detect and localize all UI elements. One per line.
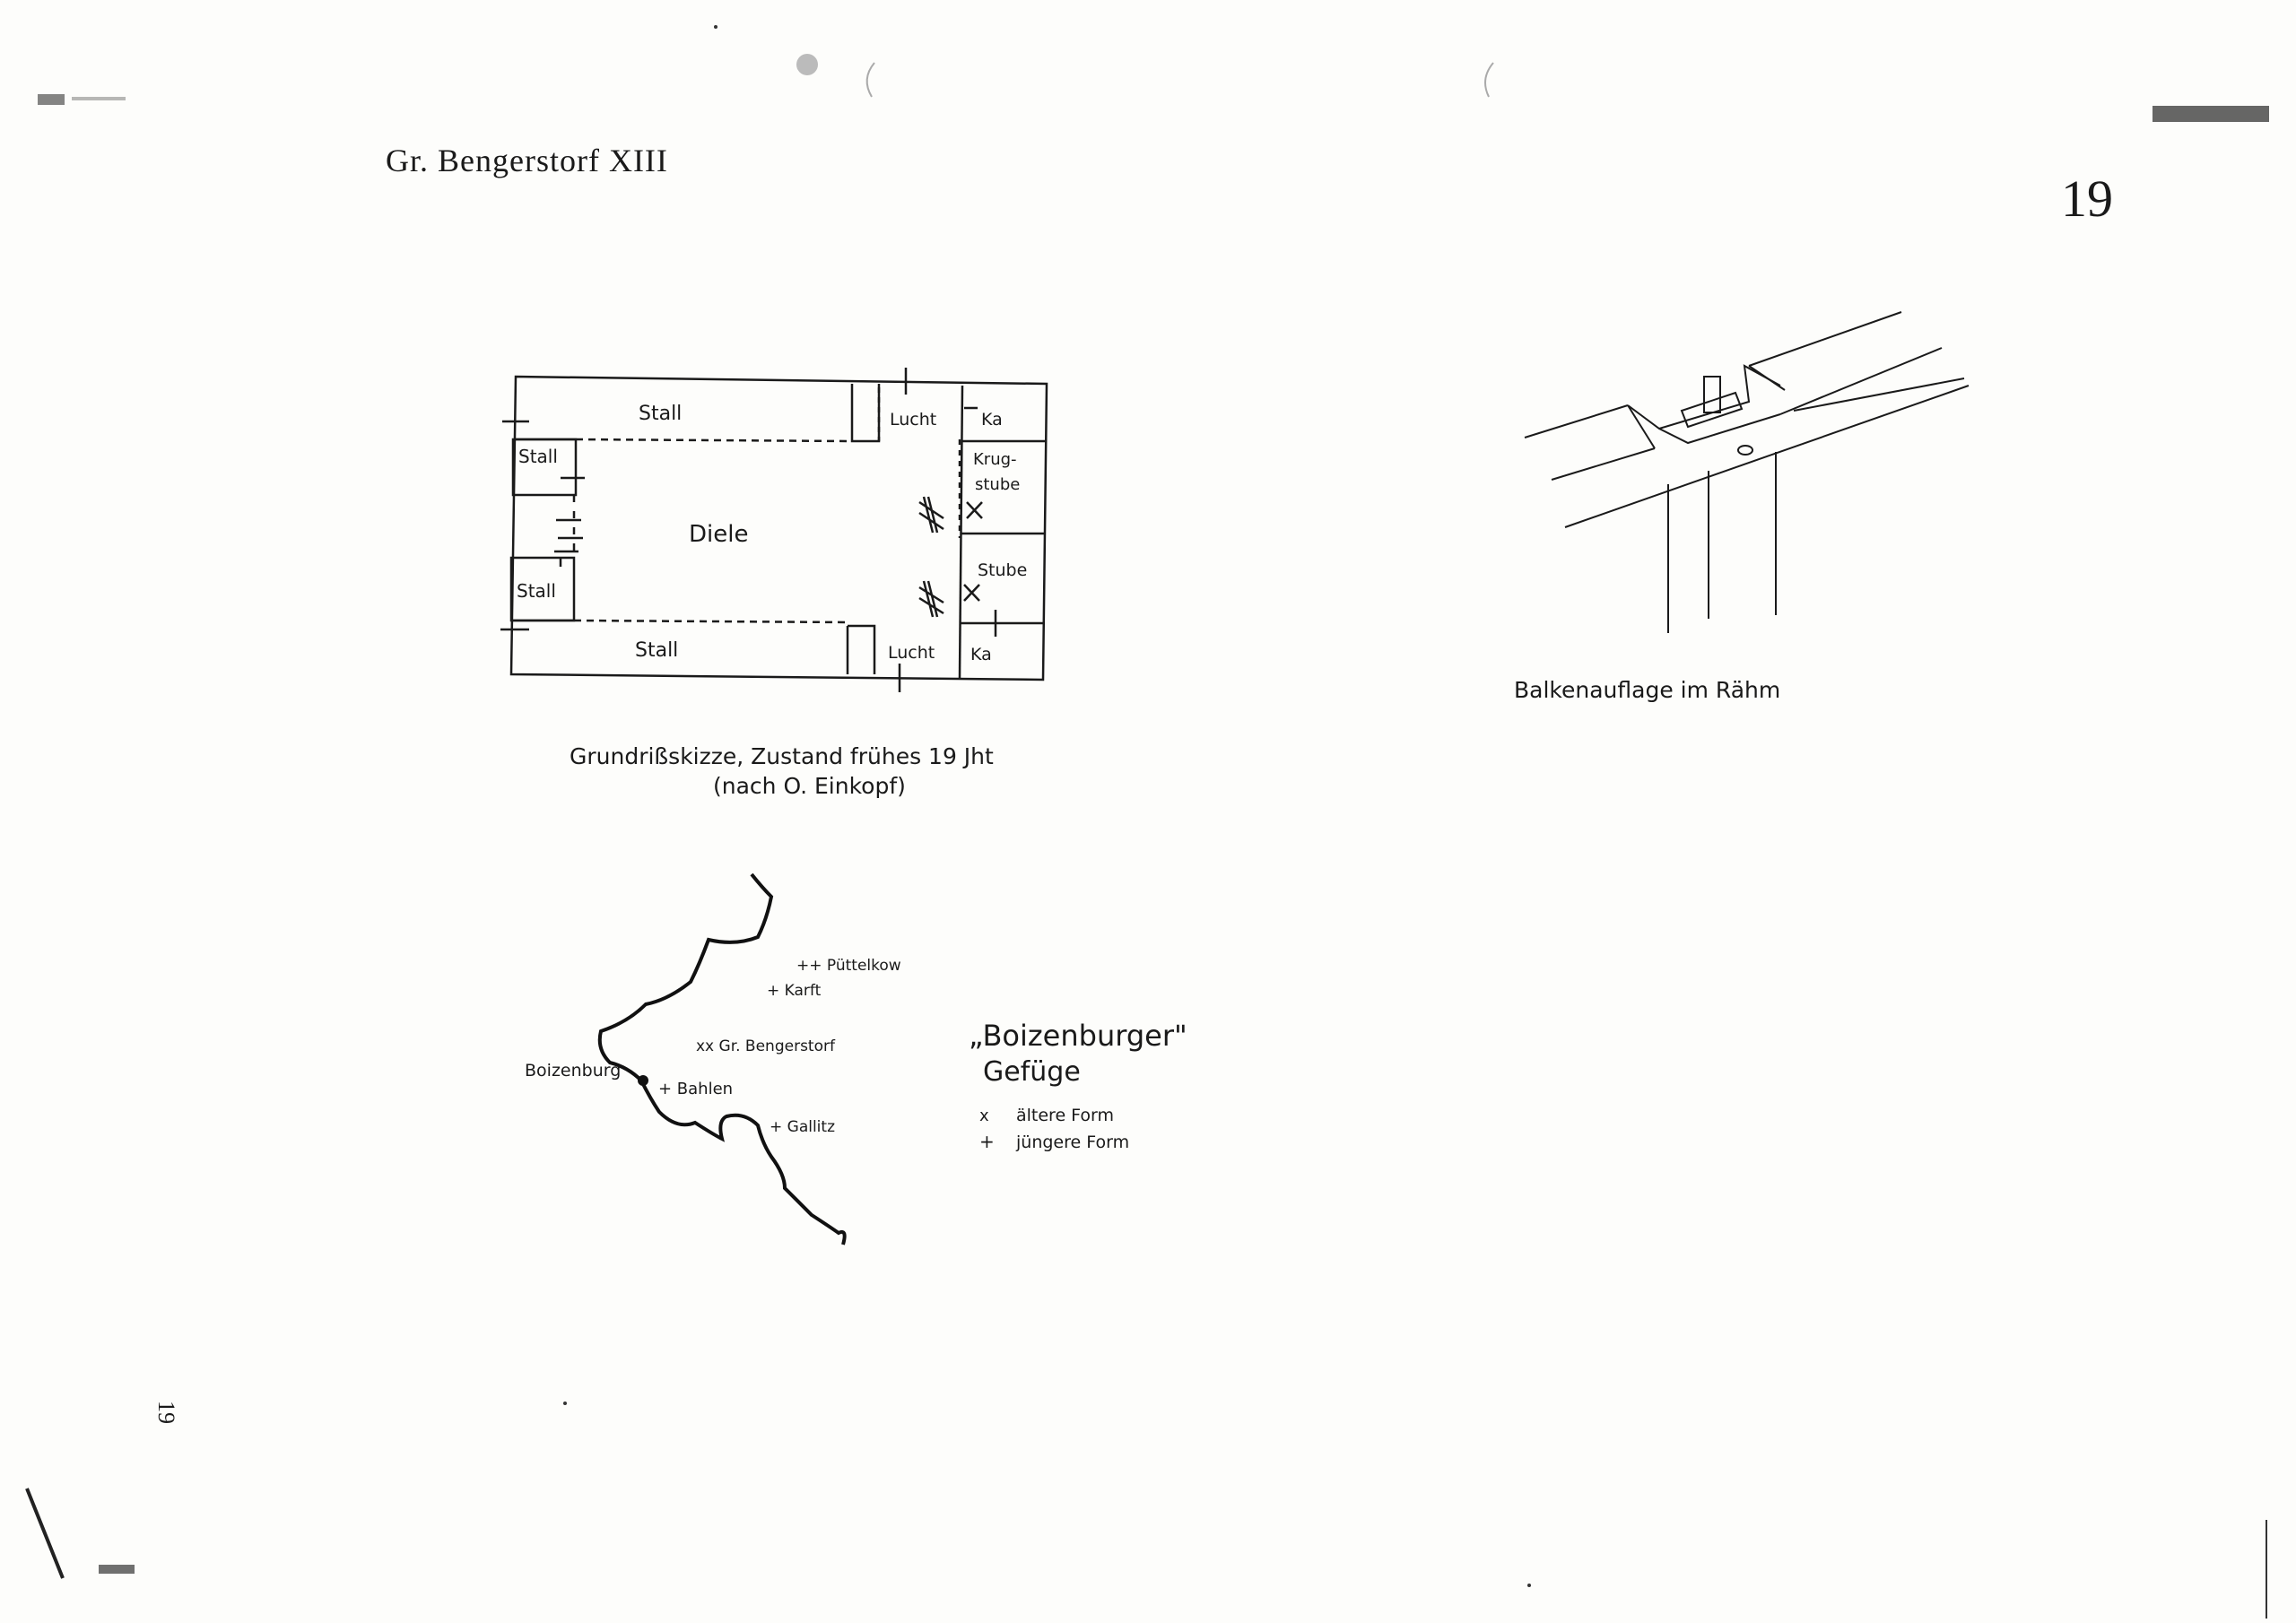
place-gr-bengerstorf: xx Gr. Bengerstorf [696, 1037, 835, 1055]
place-gallitz: + Gallitz [770, 1118, 835, 1136]
legend-symbol-younger: + [979, 1131, 995, 1152]
room-label-stall-upper: Stall [518, 446, 558, 467]
room-label-stube: Stube [978, 560, 1028, 580]
beam-detail-caption: Balkenauflage im Rähm [1514, 677, 1781, 703]
place-bahlen: + Bahlen [658, 1080, 734, 1098]
room-label-krugstube-2: stube [975, 475, 1021, 494]
room-label-stall-top: Stall [639, 403, 683, 425]
room-label-ka-top: Ka [981, 410, 1003, 430]
map-legend-title-1: „Boizenburger" [969, 1019, 1187, 1053]
floor-plan-caption-line2: (nach O. Einkopf) [713, 773, 906, 799]
room-label-lucht-bottom: Lucht [888, 643, 935, 663]
place-boizenburg: Boizenburg [525, 1061, 622, 1081]
legend-label-younger: jüngere Form [1016, 1133, 1130, 1152]
legend-label-older: ältere Form [1016, 1106, 1115, 1125]
room-label-lucht-top: Lucht [890, 410, 937, 430]
room-label-stall-bottom: Stall [635, 639, 679, 662]
river-line [600, 874, 845, 1245]
room-label-ka-bottom: Ka [970, 645, 992, 664]
boizenburg-marker [638, 1075, 648, 1086]
map-legend-title-2: Gefüge [983, 1056, 1081, 1088]
place-karft: + Karft [767, 982, 822, 1000]
place-puttelkow: ++ Püttelkow [796, 957, 901, 975]
margin-page-number: 19 [153, 1401, 179, 1424]
page-heading: Gr. Bengerstorf XIII [386, 143, 668, 178]
room-label-stall-lower: Stall [517, 580, 556, 602]
legend-symbol-older: x [979, 1107, 989, 1125]
room-label-krugstube-1: Krug- [973, 450, 1017, 469]
page-number: 19 [2061, 169, 2113, 228]
room-label-diele: Diele [689, 521, 749, 548]
floor-plan-caption-line1: Grundrißskizze, Zustand frühes 19 Jht [570, 743, 994, 769]
